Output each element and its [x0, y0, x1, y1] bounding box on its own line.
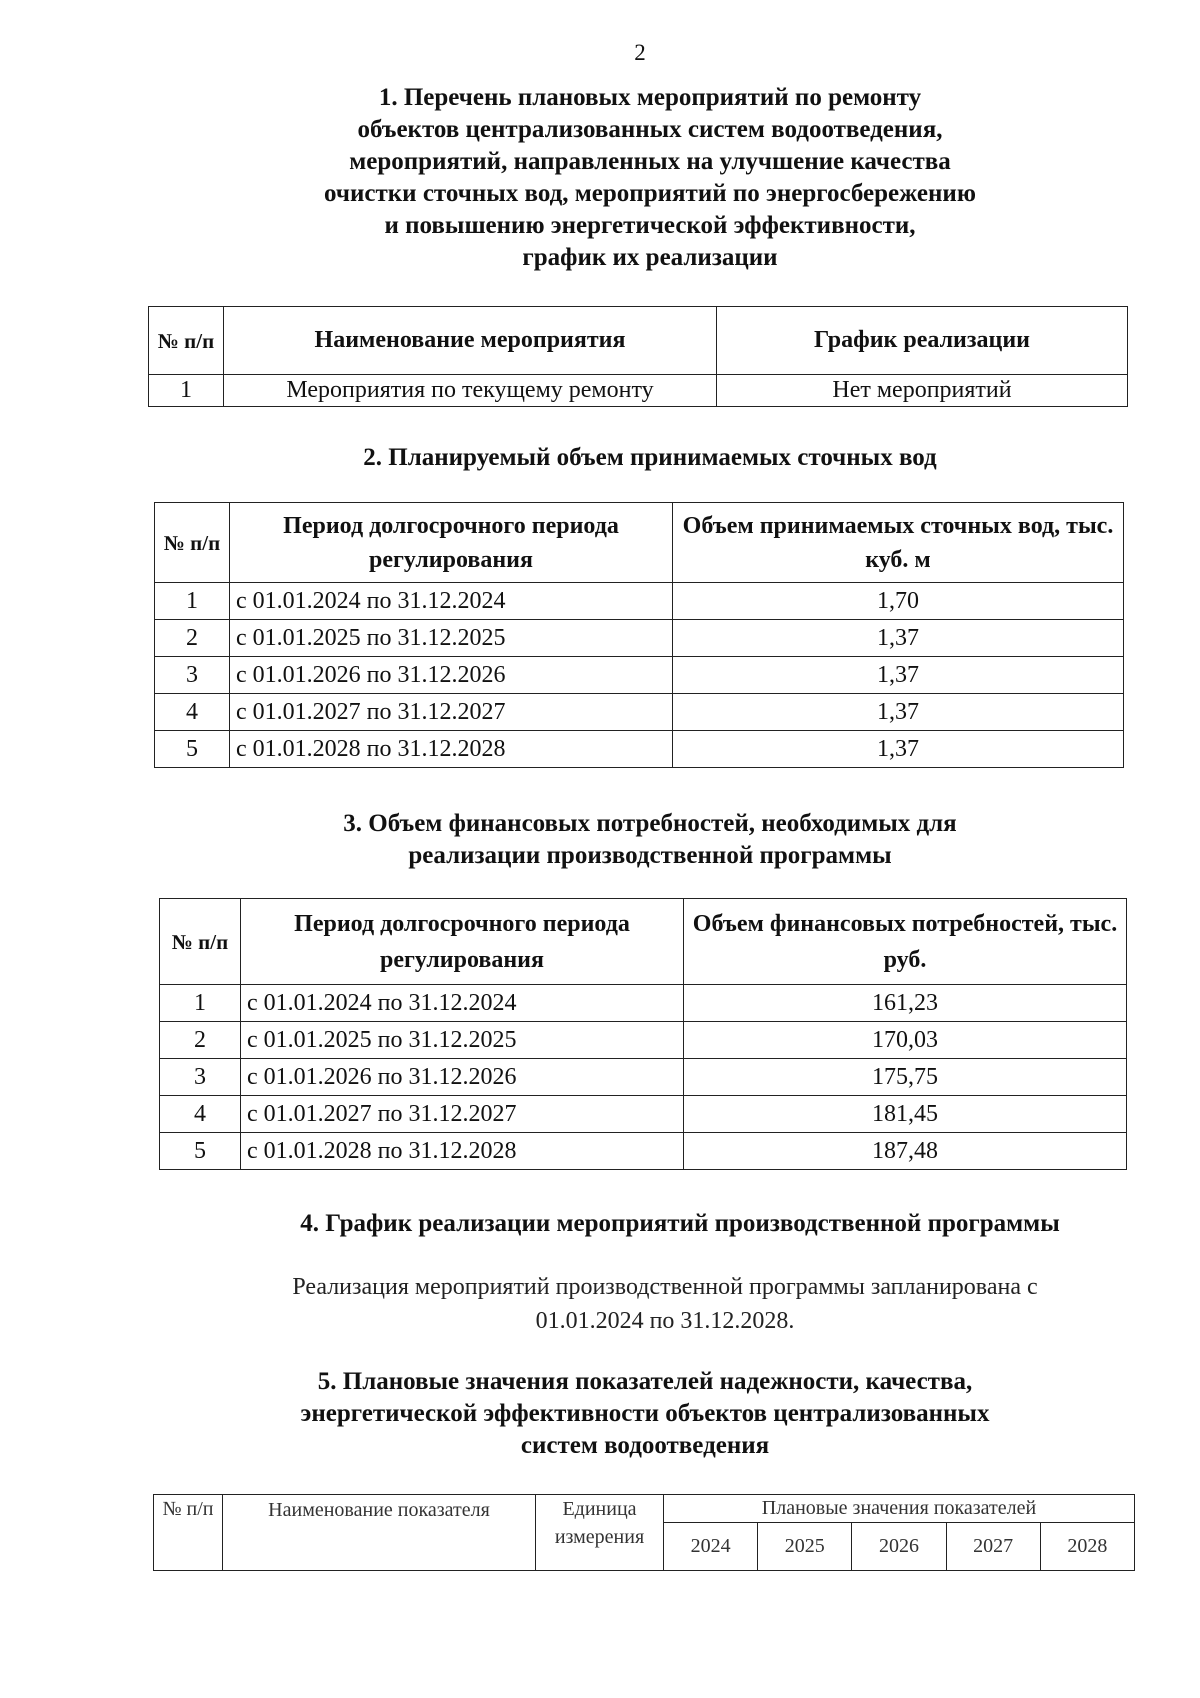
- table-row: 1 с 01.01.2024 по 31.12.2024 161,23: [160, 985, 1127, 1022]
- col-schedule-header: График реализации: [717, 307, 1128, 375]
- col-year-2026: 2026: [852, 1523, 946, 1571]
- activities-table: [148, 306, 1128, 407]
- col-num-header: № п/п: [160, 899, 241, 985]
- col-finance-header: Объем финансовых потребностей, тыс. руб.: [684, 899, 1127, 985]
- col-year-2025: 2025: [758, 1523, 852, 1571]
- section-4-text: Реализация мероприятий производственной программы запланирована с 01.01.2024 по 31.12.2028.: [292, 1274, 1038, 1334]
- financial-needs-table: [159, 898, 1127, 1170]
- wastewater-volume-table: [154, 502, 1124, 768]
- section-1-title: 1. Перечень плановых мероприятий по ремонту объектов централизованных систем водоотведения, мероприятий, направленных на улучшение качества очистки сточных вод, мероприятий по энергосбережению и повышению энергетической эффективности, график их реализации: [324, 84, 976, 271]
- table-row: 4 с 01.01.2027 по 31.12.2027 181,45: [160, 1096, 1127, 1133]
- col-name-header: Наименование мероприятия: [224, 307, 717, 375]
- table-header-row: [160, 899, 1127, 985]
- table-row: 3 с 01.01.2026 по 31.12.2026 1,37: [155, 657, 1124, 694]
- table-row: 3 с 01.01.2026 по 31.12.2026 175,75: [160, 1059, 1127, 1096]
- planned-values-header: Плановые значения показателей: [664, 1495, 1135, 1523]
- table-row: 4 с 01.01.2027 по 31.12.2027 1,37: [155, 694, 1124, 731]
- col-volume-header: Объем принимаемых сточных вод, тыс. куб. м: [673, 503, 1124, 583]
- page-number: 2: [634, 40, 646, 65]
- col-year-2024: 2024: [664, 1523, 758, 1571]
- table-row: 1 Мероприятия по текущему ремонту Нет мероприятий: [149, 375, 1128, 407]
- table-header-row: [154, 1495, 1135, 1523]
- col-unit-header: Единица измерения: [536, 1495, 664, 1571]
- section-2-title: 2. Планируемый объем принимаемых сточных вод: [363, 444, 937, 471]
- section-5-title: 5. Плановые значения показателей надежности, качества, энергетической эффективности объектов централизованных систем водоотведения: [300, 1368, 990, 1459]
- table-header-row: [155, 503, 1124, 583]
- col-period-header: Период долгосрочного периода регулирования: [241, 899, 684, 985]
- table-row: 2 с 01.01.2025 по 31.12.2025 1,37: [155, 620, 1124, 657]
- col-year-2027: 2027: [946, 1523, 1040, 1571]
- col-period-header: Период долгосрочного периода регулирования: [230, 503, 673, 583]
- col-num-header: № п/п: [149, 307, 224, 375]
- table-header-row: [149, 307, 1128, 375]
- col-num-header: № п/п: [155, 503, 230, 583]
- section-4-title: 4. График реализации мероприятий производственной программы: [300, 1210, 1060, 1237]
- table-row: 5 с 01.01.2028 по 31.12.2028 1,37: [155, 731, 1124, 768]
- table-row: 1 с 01.01.2024 по 31.12.2024 1,70: [155, 583, 1124, 620]
- col-year-2028: 2028: [1040, 1523, 1134, 1571]
- section-3-title: 3. Объем финансовых потребностей, необходимых для реализации производственной программы: [343, 810, 957, 869]
- col-indicator-name-header: Наименование показателя: [223, 1495, 536, 1571]
- table-row: 5 с 01.01.2028 по 31.12.2028 187,48: [160, 1133, 1127, 1170]
- table-row: 2 с 01.01.2025 по 31.12.2025 170,03: [160, 1022, 1127, 1059]
- indicators-table: [153, 1494, 1135, 1571]
- col-num-header: № п/п: [154, 1495, 223, 1571]
